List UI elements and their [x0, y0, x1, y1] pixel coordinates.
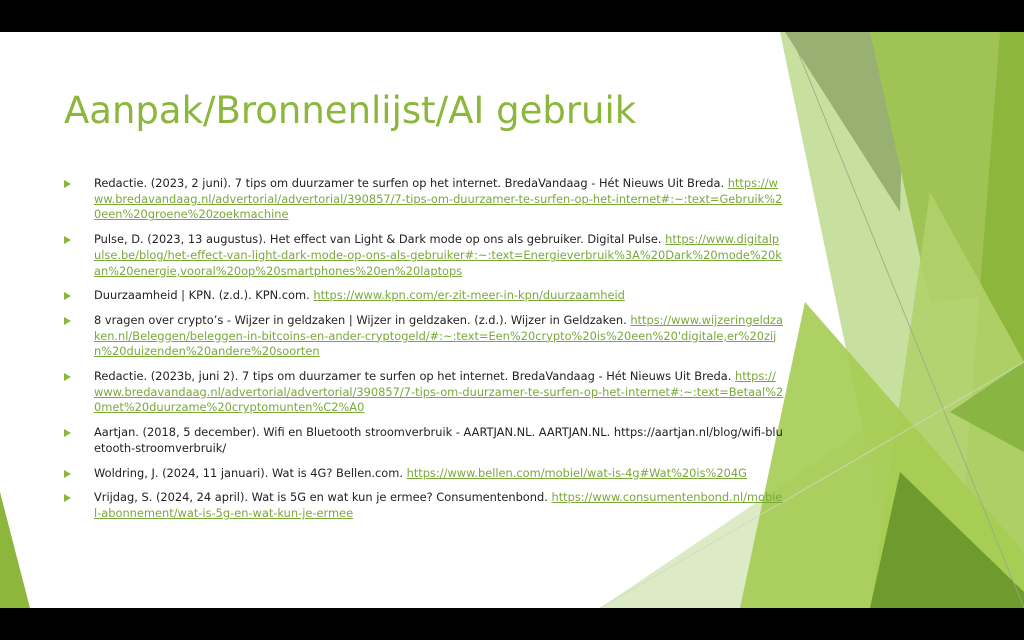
reference-link[interactable]: https://www.kpn.com/er-zit-meer-in-kpn/duurzaamheid	[313, 288, 625, 303]
slide-title: Aanpak/Bronnenlijst/AI gebruik	[64, 89, 637, 132]
reference-link[interactable]: https://www.wijzeringeldzaken.nl/Beleggen/beleggen-in-bitcoins-en-ander-cryptogeld/#:~:text=Een%20crypto%20is%20een%20'digitale,er%20zijn%20duizenden%20andere%20soorten	[94, 312, 783, 359]
reference-link[interactable]: https://www.bredavandaag.nl/advertorial/advertorial/390857/7-tips-om-duurzamer-te-surfen-op-het-internet#:~:text=Betaal%20met%20duurzame%20cryptomunten%C2%A0	[94, 369, 784, 415]
reference-text: 8 vragen over crypto’s - Wijzer in geldzaken | Wijzer in geldzaken. (z.d.). Wijzer in Geldzaken.	[94, 312, 627, 327]
reference-item	[64, 288, 784, 304]
bullet-arrow-icon	[64, 292, 71, 300]
bullet-arrow-icon	[64, 373, 71, 381]
bullet-arrow-icon	[64, 236, 71, 244]
reference-item	[64, 490, 784, 521]
reference-text: Aartjan. (2018, 5 december). Wifi en Bluetooth stroomverbruik - AARTJAN.NL. AARTJAN.NL.	[94, 425, 611, 440]
reference-link[interactable]: https://www.bredavandaag.nl/advertorial/advertorial/390857/7-tips-om-duurzamer-te-surfen-op-het-internet#:~:text=Gebruik%20een%20groene%20zoekmachine	[94, 176, 783, 222]
reference-link[interactable]: https://www.bellen.com/mobiel/wat-is-4g#Wat%20is%204G	[406, 465, 747, 480]
reference-text: Vrijdag, S. (2024, 24 april). Wat is 5G en wat kun je ermee? Consumentenbond.	[94, 490, 548, 505]
reference-text: Duurzaamheid | KPN. (z.d.). KPN.com.	[94, 288, 310, 303]
reference-link[interactable]: https://www.digitalpulse.be/blog/het-effect-van-light-dark-mode-op-ons-als-gebruiker#:~:text=Energieverbruik%3A%20Dark%20mode%20kan%20energie,vooral%20op%20smartphones%20en%20laptops	[94, 232, 782, 278]
reference-list	[64, 176, 784, 531]
slide	[0, 32, 1024, 608]
bullet-arrow-icon	[64, 470, 71, 478]
bullet-arrow-icon	[64, 494, 71, 502]
letterbox-top	[0, 0, 1024, 32]
reference-text: Redactie. (2023, 2 juni). 7 tips om duurzamer te surfen op het internet. BredaVandaag - Hét Nieuws Uit Breda.	[94, 176, 725, 190]
reference-link[interactable]: https://www.consumentenbond.nl/mobiel-abonnement/wat-is-5g-en-wat-kun-je-ermee	[94, 490, 783, 520]
bullet-arrow-icon	[64, 180, 71, 188]
bullet-arrow-icon	[64, 317, 71, 325]
letterbox-bottom	[0, 608, 1024, 640]
reference-text: Pulse, D. (2023, 13 augustus). Het effect van Light & Dark mode op ons als gebruiker. Digital Pulse.	[94, 232, 662, 247]
reference-url-text: https://aartjan.nl/blog/wifi-bluetooth-stroomverbruik/	[94, 425, 783, 455]
reference-item	[64, 232, 784, 279]
reference-text: Woldring, J. (2024, 11 januari). Wat is 4G? Bellen.com.	[94, 465, 403, 480]
reference-item	[64, 369, 784, 416]
reference-item	[64, 176, 784, 223]
bullet-arrow-icon	[64, 429, 71, 437]
reference-item	[64, 313, 784, 360]
reference-item	[64, 466, 784, 482]
reference-text: Redactie. (2023b, juni 2). 7 tips om duurzamer te surfen op het internet. BredaVandaag - Hét Nieuws Uit Breda.	[94, 369, 732, 384]
reference-item	[64, 425, 784, 456]
